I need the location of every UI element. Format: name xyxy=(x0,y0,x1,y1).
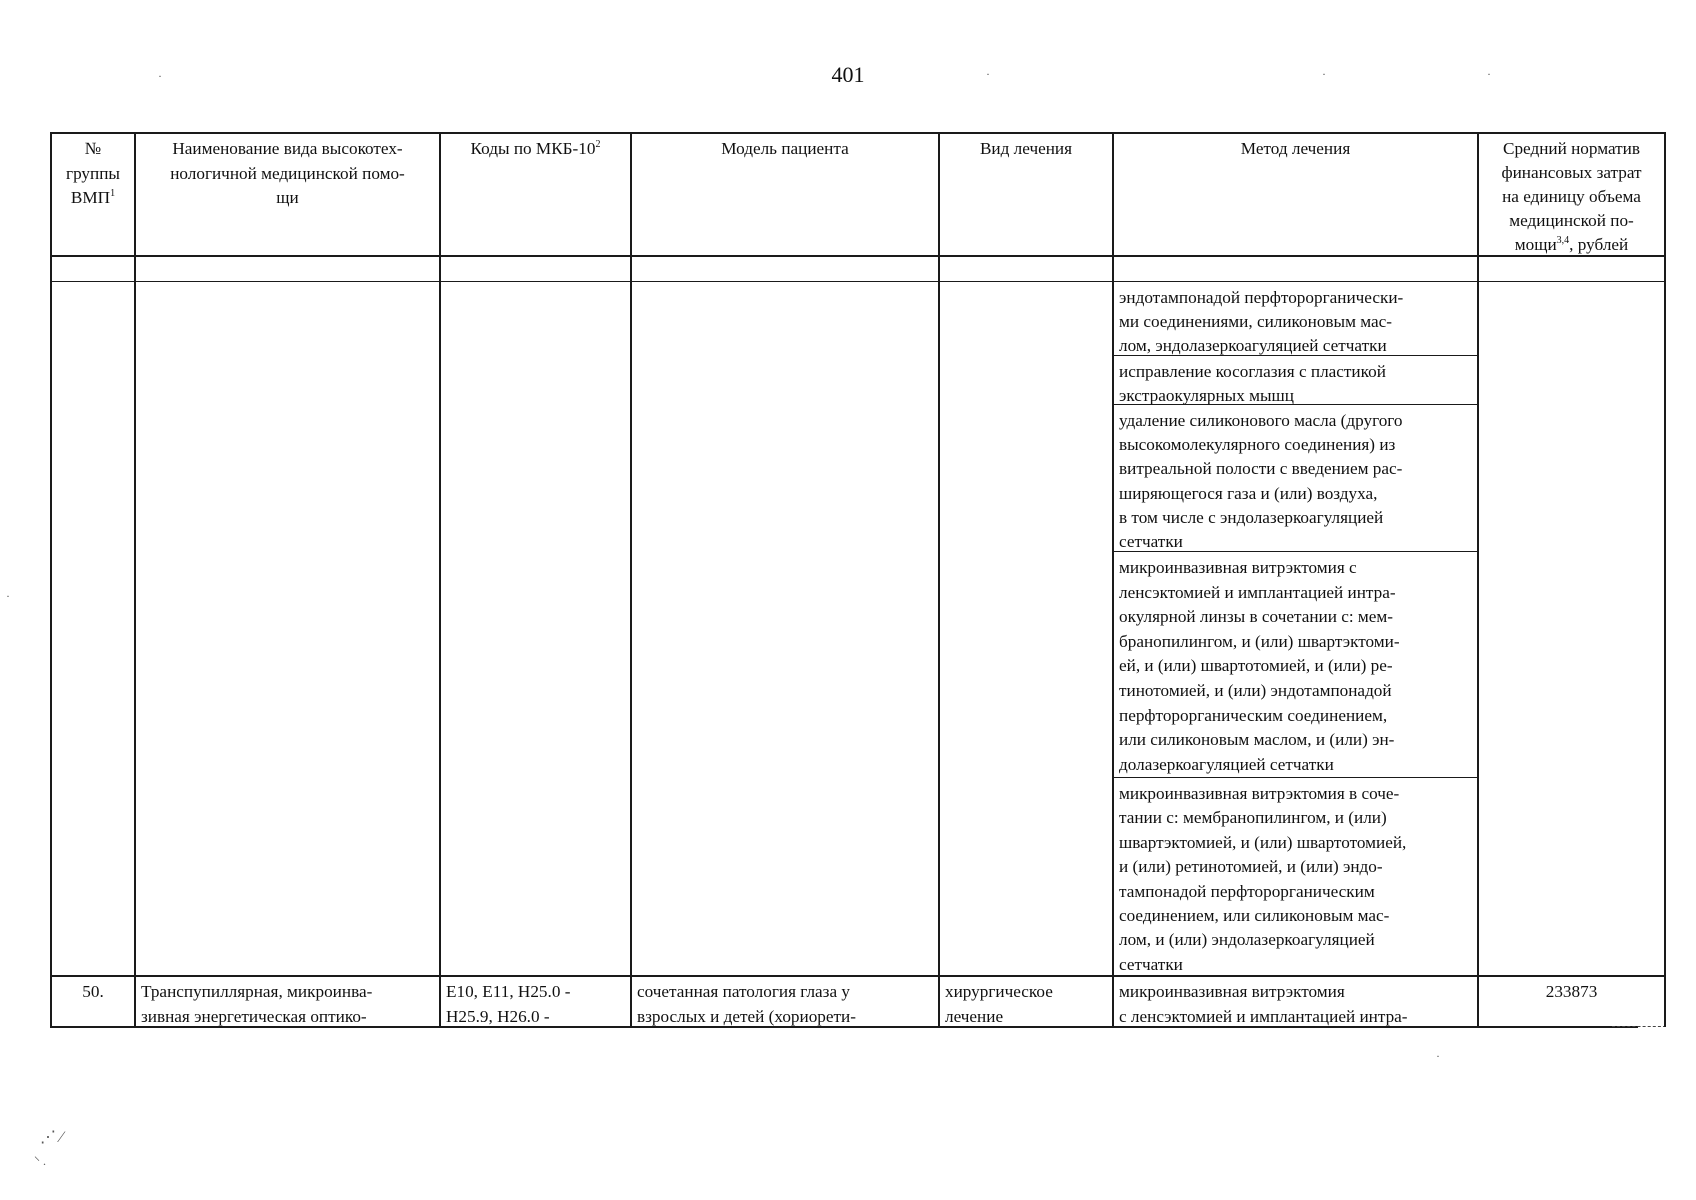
scan-speck: ⋰ ⁄ xyxy=(40,1129,63,1146)
scan-speck: · xyxy=(986,67,990,81)
header-icd-codes-text: Коды по МКБ-10 xyxy=(470,139,596,158)
table-bottom-border xyxy=(50,1026,1638,1028)
method-cell-4: микроинвазивная витрэктомия с ленсэктомией и имплантацией интра- окулярной линзы в сочетании с: мем- бранопилингом, и (или) швартэктоми- ей, и (или) швартотомией, и (или) ре- тинотомией, и (или) эндотампонадой перфторорганическим соединением, или силиконовым маслом, и (или) эн- долазеркоагуляцией сетчатки xyxy=(1119,558,1400,774)
row-50-treatment-type: хирургическое лечение xyxy=(945,982,1053,1026)
row-50-care-type-name: Транспупиллярная, микроинва- зивная энергетическая оптико- xyxy=(141,982,373,1026)
header-bottom-border xyxy=(50,255,1666,257)
row-50-patient-model: сочетанная патология глаза у взрослых и детей (хориорети- xyxy=(637,982,856,1026)
column-border-1 xyxy=(134,132,136,1027)
column-border-6 xyxy=(1477,132,1479,1027)
method-cell-5: микроинвазивная витрэктомия в соче- тании с: мембранопилингом, и (или) швартэктомией, и (или) швартотомией, и (или) ретинотомией, и (или) эндо- тампонадой перфторорганическим соединением, или силиконовым мас- лом, и (или) эндолазеркоагуляцией сетчатки xyxy=(1119,784,1407,974)
header-group-number-footnote: 1 xyxy=(110,188,116,199)
header-patient-model: Модель пациента xyxy=(721,139,849,158)
page-number: 401 xyxy=(831,62,865,87)
scan-speck: · xyxy=(158,69,162,83)
method-cell-1: эндотампонадой перфторорганически- ми соединениями, силиконовым мас- лом, эндолазеркоагуляцией сетчатки xyxy=(1119,288,1404,355)
header-group-number xyxy=(52,134,134,255)
method-divider-2 xyxy=(1112,404,1477,405)
row-50-group-number: 50. xyxy=(82,982,104,1001)
scan-speck: · xyxy=(1322,67,1326,81)
scan-speck: · xyxy=(6,589,10,603)
method-cell-2: исправление косоглазия с пластикой экстраокулярных мышц xyxy=(1119,362,1386,404)
header-treatment-method: Метод лечения xyxy=(1240,139,1351,158)
row-50-average-cost: 233873 xyxy=(1545,982,1598,1001)
header-average-cost-footnote: 3,4 xyxy=(1556,235,1570,246)
row-50-icd-codes: E10, E11, H25.0 - H25.9, H26.0 - xyxy=(446,982,571,1026)
header-average-cost-text: Средний норматив финансовых затрат на единицу объема медицинской по- мощи xyxy=(1501,139,1642,254)
method-divider-1 xyxy=(1112,355,1477,356)
header-group-number-text: № группы ВМП xyxy=(66,139,120,207)
method-cell-3: удаление силиконового масла (другого высокомолекулярного соединения) из витреальной полости с введением рас- ширяющегося газа и (или) воздуха, в том числе с эндолазеркоагуляцией сетчатки xyxy=(1119,411,1403,551)
empty-row-bottom-border xyxy=(50,281,1666,282)
column-border-7 xyxy=(1664,132,1666,1027)
column-border-2 xyxy=(439,132,441,1027)
header-average-cost xyxy=(1479,134,1664,255)
header-treatment-type: Вид лечения xyxy=(979,139,1073,158)
table-bottom-border-dashed xyxy=(1612,1026,1666,1027)
method-divider-4 xyxy=(1112,777,1477,778)
row-50-treatment-method: микроинвазивная витрэктомия с ленсэктомией и имплантацией интра- xyxy=(1119,982,1408,1026)
scan-speck: ⸌ . xyxy=(34,1154,47,1168)
column-border-0 xyxy=(50,132,52,1027)
header-icd-codes-footnote: 2 xyxy=(595,139,601,150)
scan-speck: · xyxy=(1436,1049,1440,1063)
column-border-4 xyxy=(938,132,940,1027)
method-divider-3 xyxy=(1112,551,1477,552)
header-care-type-name: Наименование вида высокотех- нологичной медицинской помо- щи xyxy=(170,139,405,207)
header-icd-codes xyxy=(441,134,630,255)
column-border-3 xyxy=(630,132,632,1027)
header-average-cost-unit: , рублей xyxy=(1569,235,1629,254)
scan-speck: · xyxy=(1487,67,1491,81)
